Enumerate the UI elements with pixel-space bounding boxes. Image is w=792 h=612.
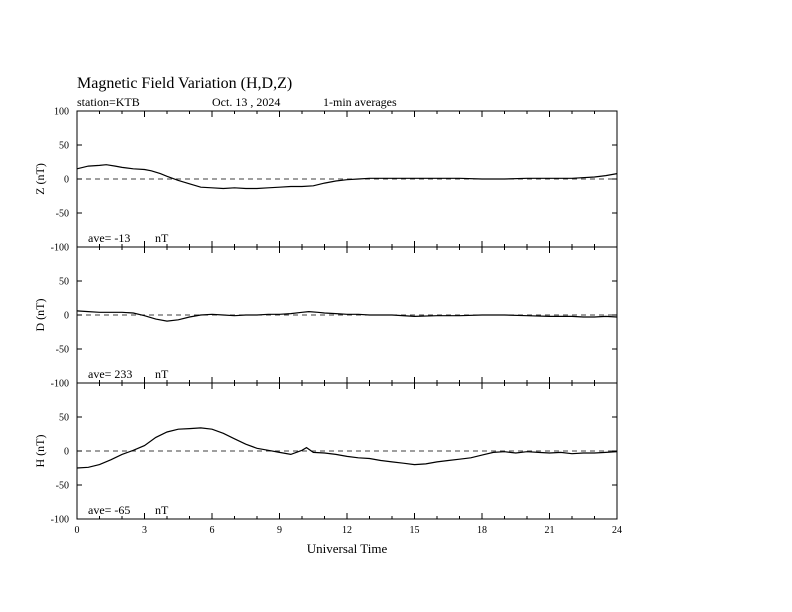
x-tick-label: 0 xyxy=(74,525,80,536)
x-tick-label: 18 xyxy=(477,525,487,536)
y-tick-label: -100 xyxy=(50,514,69,526)
panel-h-ave-unit: nT xyxy=(155,503,169,517)
panel-d xyxy=(33,247,617,390)
y-tick-label: 100 xyxy=(54,106,69,118)
averaging-label: 1-min averages xyxy=(323,95,397,109)
chart-title: Magnetic Field Variation (H,D,Z) xyxy=(77,75,293,92)
y-tick-label: 0 xyxy=(64,446,69,458)
series-line-z xyxy=(77,165,617,189)
station-label: station=KTB xyxy=(77,95,140,109)
y-tick-label: 50 xyxy=(59,140,69,152)
y-tick-label: 50 xyxy=(59,412,69,424)
y-tick-label: -50 xyxy=(55,344,69,356)
panel-z-ylabel: Z (nT) xyxy=(33,163,47,195)
series-line-h xyxy=(77,428,617,468)
y-tick-label: 0 xyxy=(64,310,69,322)
x-tick-label: 24 xyxy=(612,525,622,536)
panel-z-ave-unit: nT xyxy=(155,231,169,245)
series-line-d xyxy=(77,311,617,321)
y-tick-label: -50 xyxy=(55,480,69,492)
x-tick-label: 21 xyxy=(544,525,555,536)
panel-z xyxy=(33,107,617,254)
y-tick-label: 50 xyxy=(59,276,69,288)
panel-h-ave-label: ave= -65 xyxy=(88,503,131,517)
panel-h xyxy=(33,383,617,526)
x-axis-label: Universal Time xyxy=(306,541,388,556)
x-tick-label: 15 xyxy=(409,525,420,536)
panel-h-ylabel: H (nT) xyxy=(33,434,47,468)
panel-d-ave-unit: nT xyxy=(155,367,169,381)
y-tick-label: -100 xyxy=(50,378,69,390)
panel-d-ylabel: D (nT) xyxy=(33,298,47,332)
panel-z-ave-label: ave= -13 xyxy=(88,231,131,245)
date-label: Oct. 13 , 2024 xyxy=(212,95,281,109)
panel-d-ave-label: ave= 233 xyxy=(88,367,133,381)
y-tick-label: 0 xyxy=(64,174,69,186)
y-tick-label: -50 xyxy=(55,208,69,220)
x-tick-label: 12 xyxy=(342,525,352,536)
x-tick-label: 6 xyxy=(209,525,215,536)
y-tick-label: -100 xyxy=(50,242,69,254)
x-tick-label: 9 xyxy=(277,525,282,536)
x-tick-label: 3 xyxy=(142,525,147,536)
